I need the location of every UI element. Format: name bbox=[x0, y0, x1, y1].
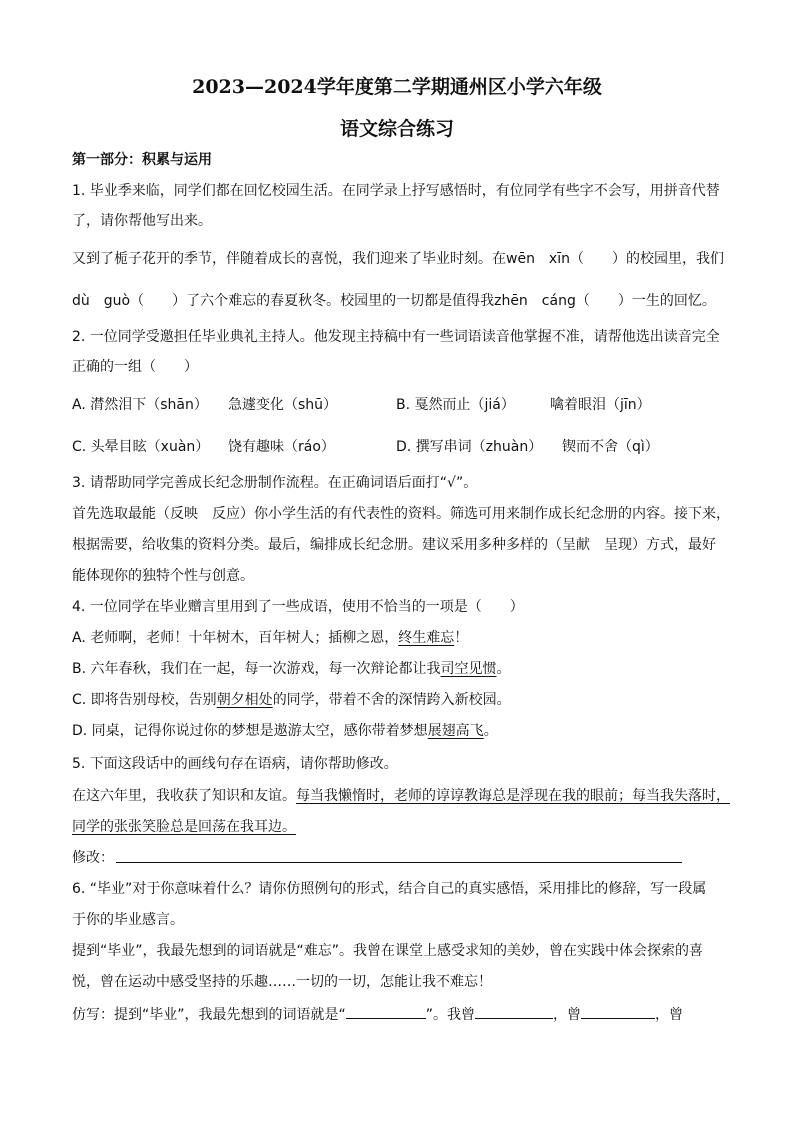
underlined-idiom: 展翅高飞 bbox=[427, 723, 484, 739]
write-text: ，曾 bbox=[553, 1007, 582, 1023]
option-text: 的同学，带着不舍的深情跨入新校园。 bbox=[272, 692, 511, 708]
q3-line2: 根据需要，给收集的资料分类。最后，编排成长纪念册。建议采用多种多样的（呈献 呈现）方式，最好 bbox=[72, 537, 716, 553]
q1-passage-line2 bbox=[72, 291, 716, 311]
fix-answer-line[interactable] bbox=[116, 862, 682, 863]
q2-option-a2: 急遽变化（shū） bbox=[228, 397, 338, 413]
q6-example-line1: 提到“毕业”，我最先想到的词语就是“难忘”。我曾在课堂上感受求知的美妙，曾在实践中体会探索的喜 bbox=[72, 943, 704, 959]
q6-write-line bbox=[72, 1004, 683, 1025]
option-text: 。 bbox=[496, 661, 511, 677]
page-subtitle: 语文综合练习 bbox=[339, 118, 454, 140]
q1-text: 一生的回忆。 bbox=[631, 293, 716, 309]
option-text: D. 同桌，记得你说过你的梦想是遨游太空，感你带着梦想 bbox=[72, 723, 428, 739]
pinyin-wenxin: wēn xīn bbox=[506, 251, 570, 267]
underlined-sentence: 同学的张张笑脸总是回荡在我耳边。 bbox=[72, 819, 296, 835]
underlined-idiom: 朝夕相处 bbox=[216, 692, 273, 708]
q4-option-b[interactable] bbox=[72, 659, 511, 679]
option-text: ！ bbox=[454, 630, 469, 646]
q1-text: 又到了栀子花开的季节，伴随着成长的喜悦，我们迎来了毕业时刻。在 bbox=[72, 251, 506, 267]
q2-option-c2: 饶有趣味（ráo） bbox=[228, 439, 335, 455]
answer-blank[interactable]: （ ） bbox=[575, 293, 632, 309]
q6-stem-line1: 6. “毕业”对于你意味着什么？请你仿照例句的形式，结合自己的真实感悟，采用排比的修辞，写一段属 bbox=[72, 881, 707, 897]
q1-passage-line1 bbox=[72, 249, 724, 269]
page-title: 2023—2024学年度第二学期通州区小学六年级 bbox=[192, 76, 602, 98]
q5-line1 bbox=[72, 786, 730, 806]
q4-option-a[interactable] bbox=[72, 628, 468, 648]
underlined-sentence: 每当我懒惰时，老师的谆谆教诲总是浮现在我的眼前；每当我失落时， bbox=[296, 788, 730, 804]
q4-option-c[interactable] bbox=[72, 690, 511, 710]
q5-stem: 5. 下面这段话中的画线句存在语病，请你帮助修改。 bbox=[72, 756, 398, 772]
q2-option-a1[interactable]: A. 潸然泪下（shān） bbox=[72, 397, 208, 413]
q2-stem-line2: 正确的一组（ ） bbox=[72, 359, 198, 375]
underlined-idiom: 司空见惯 bbox=[440, 661, 497, 677]
fix-label: 修改： bbox=[72, 850, 114, 866]
q4-stem: 4. 一位同学在毕业赠言里用到了一些成语，使用不恰当的一项是（ ） bbox=[72, 599, 524, 615]
write-blank[interactable] bbox=[581, 1004, 655, 1019]
q5-line2 bbox=[72, 817, 296, 837]
q4-option-d[interactable] bbox=[72, 721, 498, 741]
q1-stem-line1: 1. 毕业季来临，同学们都在回忆校园生活。在同学录上抒写感悟时，有位同学有些字不会写，用拼音代替 bbox=[72, 183, 720, 199]
option-text: B. 六年春秋，我们在一起，每一次游戏，每一次辩论都让我 bbox=[72, 661, 441, 677]
q2-option-d2: 锲而不舍（qì） bbox=[562, 439, 659, 455]
q3-stem: 3. 请帮助同学完善成长纪念册制作流程。在正确词语后面打“√”。 bbox=[72, 475, 478, 491]
q2-option-d1[interactable]: D. 撰写串词（zhuàn） bbox=[396, 439, 543, 455]
pinyin-zhencang: zhēn cáng bbox=[494, 293, 576, 309]
q6-stem-line2: 于你的毕业感言。 bbox=[72, 912, 184, 928]
q6-example-line2: 悦，曾在运动中感受坚持的乐趣……一切的一切，怎能让我不难忘！ bbox=[72, 974, 492, 990]
write-text: ”。我曾 bbox=[425, 1007, 476, 1023]
q1-stem-line2: 了，请你帮他写出来。 bbox=[72, 213, 212, 229]
answer-blank[interactable]: （ ） bbox=[130, 293, 187, 309]
section-heading: 第一部分：积累与运用 bbox=[72, 152, 212, 168]
q3-line3: 能体现你的独特个性与创意。 bbox=[72, 568, 254, 584]
option-text: C. 即将告别母校，告别 bbox=[72, 692, 217, 708]
q1-text: 了六个难忘的春夏秋冬。校园里的一切都是值得我 bbox=[186, 293, 495, 309]
write-blank[interactable] bbox=[475, 1004, 553, 1019]
option-text: 。 bbox=[483, 723, 498, 739]
q1-text: 的校园里，我们 bbox=[625, 251, 724, 267]
pinyin-duguo: dù guò bbox=[72, 293, 131, 309]
q5-fix-line bbox=[72, 848, 114, 868]
write-text: 仿写：提到“毕业”，我最先想到的词语就是“ bbox=[72, 1007, 346, 1023]
underlined-idiom: 终生难忘 bbox=[398, 630, 455, 646]
q2-option-c1[interactable]: C. 头晕目眩（xuàn） bbox=[72, 439, 210, 455]
q3-line1: 首先选取最能（反映 反应）你小学生活的有代表性的资料。筛选可用来制作成长纪念册的内容。接下来， bbox=[72, 506, 730, 522]
answer-blank[interactable]: （ ） bbox=[569, 251, 626, 267]
write-text: ，曾 bbox=[655, 1007, 684, 1023]
q5-text: 在这六年里，我收获了知识和友谊。 bbox=[72, 788, 296, 804]
write-blank[interactable] bbox=[346, 1004, 426, 1019]
q2-option-b2: 噙着眼泪（jīn） bbox=[550, 397, 651, 413]
option-text: A. 老师啊，老师！十年树木，百年树人；插柳之恩， bbox=[72, 630, 399, 646]
q2-stem-line1: 2. 一位同学受邀担任毕业典礼主持人。他发现主持稿中有一些词语读音他掌握不准，请帮他选出读音完全 bbox=[72, 329, 720, 345]
q2-option-b1[interactable]: B. 戛然而止（jiá） bbox=[396, 397, 515, 413]
